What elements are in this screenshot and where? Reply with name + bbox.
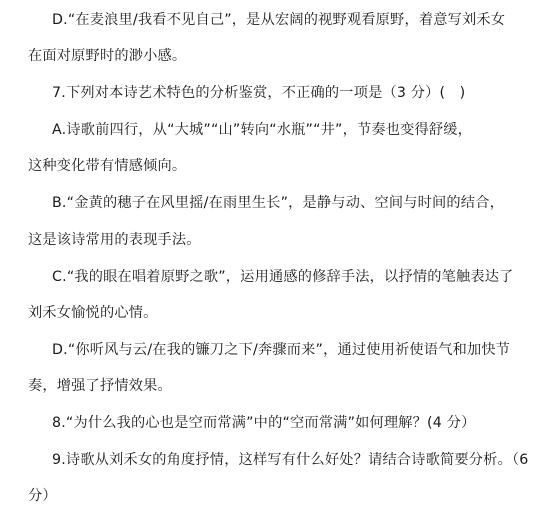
option-a-q7-line2: 这种变化带有情感倾向。 (28, 158, 187, 174)
question-9-line2: 分） (28, 488, 57, 504)
option-c-q7-line2: 刘禾女愉悦的心情。 (28, 305, 158, 321)
option-d-q6-line1: D.“在麦浪里/我看不见自己”，是从宏阔的视野观看原野，着意写刘禾女 (52, 12, 506, 28)
option-a-q7-line1: A.诗歌前四行，从“大城”“山”转向“水瓶”“井”，节奏也变得舒缓， (52, 122, 473, 138)
option-c-q7-line1: C.“我的眼在唱着原野之歌”，运用通感的修辞手法，以抒情的笔触表达了 (52, 269, 514, 285)
option-d-q6-line2: 在面对原野时的渺小感。 (28, 48, 187, 64)
option-b-q7-line2: 这是该诗常用的表现手法。 (28, 232, 201, 248)
question-7-stem: 7.下列对本诗艺术特色的分析鉴赏，不正确的一项是（3 分）( ) (52, 85, 466, 101)
option-d-q7-line1: D.“你听风与云/在我的镰刀之下/奔骤而来”，通过使用祈使语气和加快节 (52, 342, 511, 358)
question-8: 8.“为什么我的心也是空而常满”中的“空而常满”如何理解？(4 分） (52, 415, 476, 431)
option-b-q7-line1: B.“金黄的穗子在风里摇/在雨里生长”，是静与动、空间与时间的结合， (52, 195, 504, 211)
option-d-q7-line2: 奏，增强了抒情效果。 (28, 378, 172, 394)
question-9-line1: 9.诗歌从刘禾女的角度抒情，这样写有什么好处？请结合诗歌简要分析。（6 (52, 452, 529, 468)
